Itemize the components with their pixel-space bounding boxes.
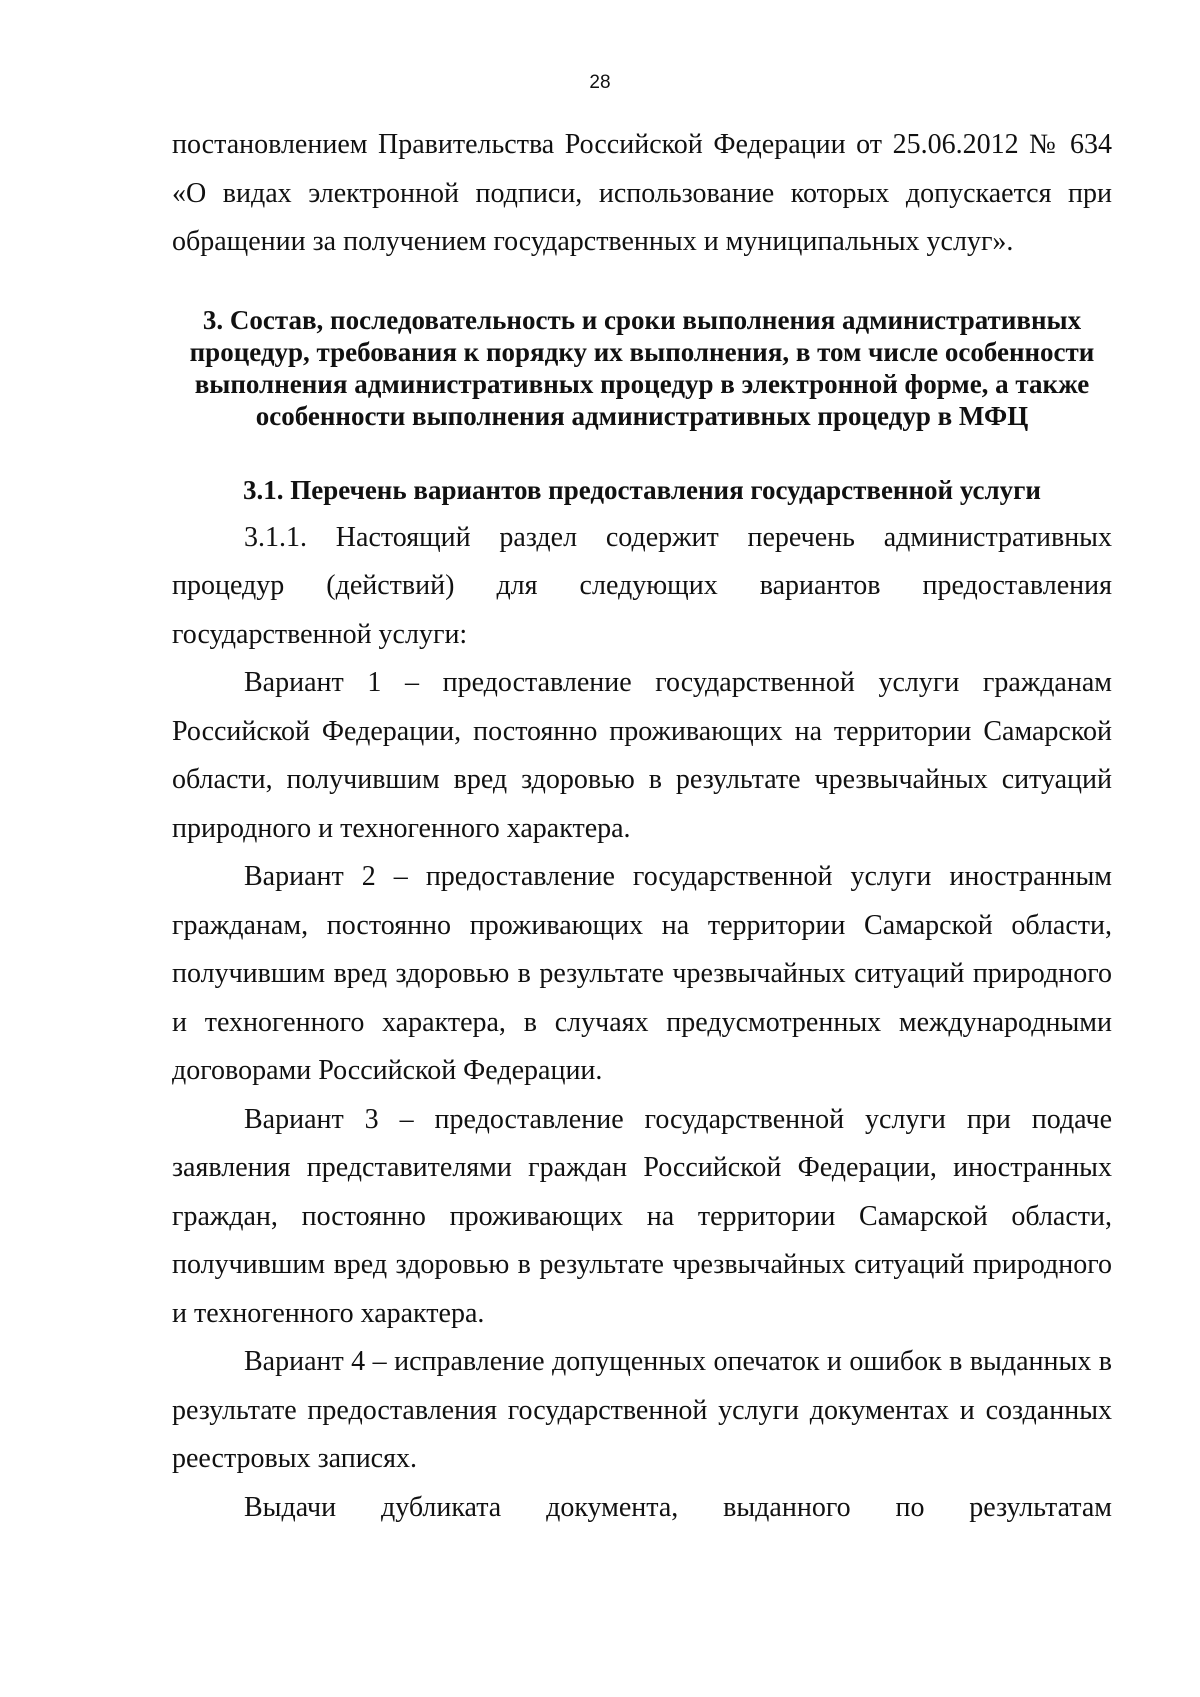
document-body [172,121,1112,1532]
paragraph-3-1-1: 3.1.1. Настоящий раздел содержит перечень административных процедур (действий) для следующих вариантов предоставления государственной услуги: [172,521,1112,650]
intro-paragraph: постановлением Правительства Российской Федерации от 25.06.2012 № 634 «О видах электронной подписи, использование которых допускается при обращении за получением государственных и муниципальных услуг». [172,129,1112,257]
variant-4-paragraph: Вариант 4 – исправление допущенных опечаток и ошибок в выданных в результате предоставления государственной услуги документах и созданных реестровых записях. [172,1346,1112,1474]
variant-1-paragraph: Вариант 1 – предоставление государственной услуги гражданам Российской Федерации, постоянно проживающих на территории Самарской области, получившим вред здоровью в результате чрезвычайных ситуаций природного и техногенного характера. [172,667,1112,844]
section-heading: 3. Состав, последовательность и сроки выполнения административных процедур, требования к порядку их выполнения, в том числе особенности выполнения административных процедур в электронной форме, а также особенности выполнения административных процедур в МФЦ [189,304,1095,431]
continuation-paragraph: Выдачи дубликата документа, выданного по результатам [244,1491,1112,1523]
variant-3-paragraph: Вариант 3 – предоставление государственной услуги при подаче заявления представителями граждан Российской Федерации, иностранных граждан, постоянно проживающих на территории Самарской области, получившим вред здоровью в результате чрезвычайных ситуаций природного и техногенного характера. [172,1103,1112,1329]
variant-2-paragraph: Вариант 2 – предоставление государственной услуги иностранным гражданам, постоянно проживающих на территории Самарской области, получившим вред здоровью в результате чрезвычайных ситуаций природного и техногенного характера, в случаях предусмотренных международными договорами Российской Федерации. [172,861,1112,1086]
page-number: 28 [589,72,611,93]
subsection-heading: 3.1. Перечень вариантов предоставления государственной услуги [243,474,1041,505]
